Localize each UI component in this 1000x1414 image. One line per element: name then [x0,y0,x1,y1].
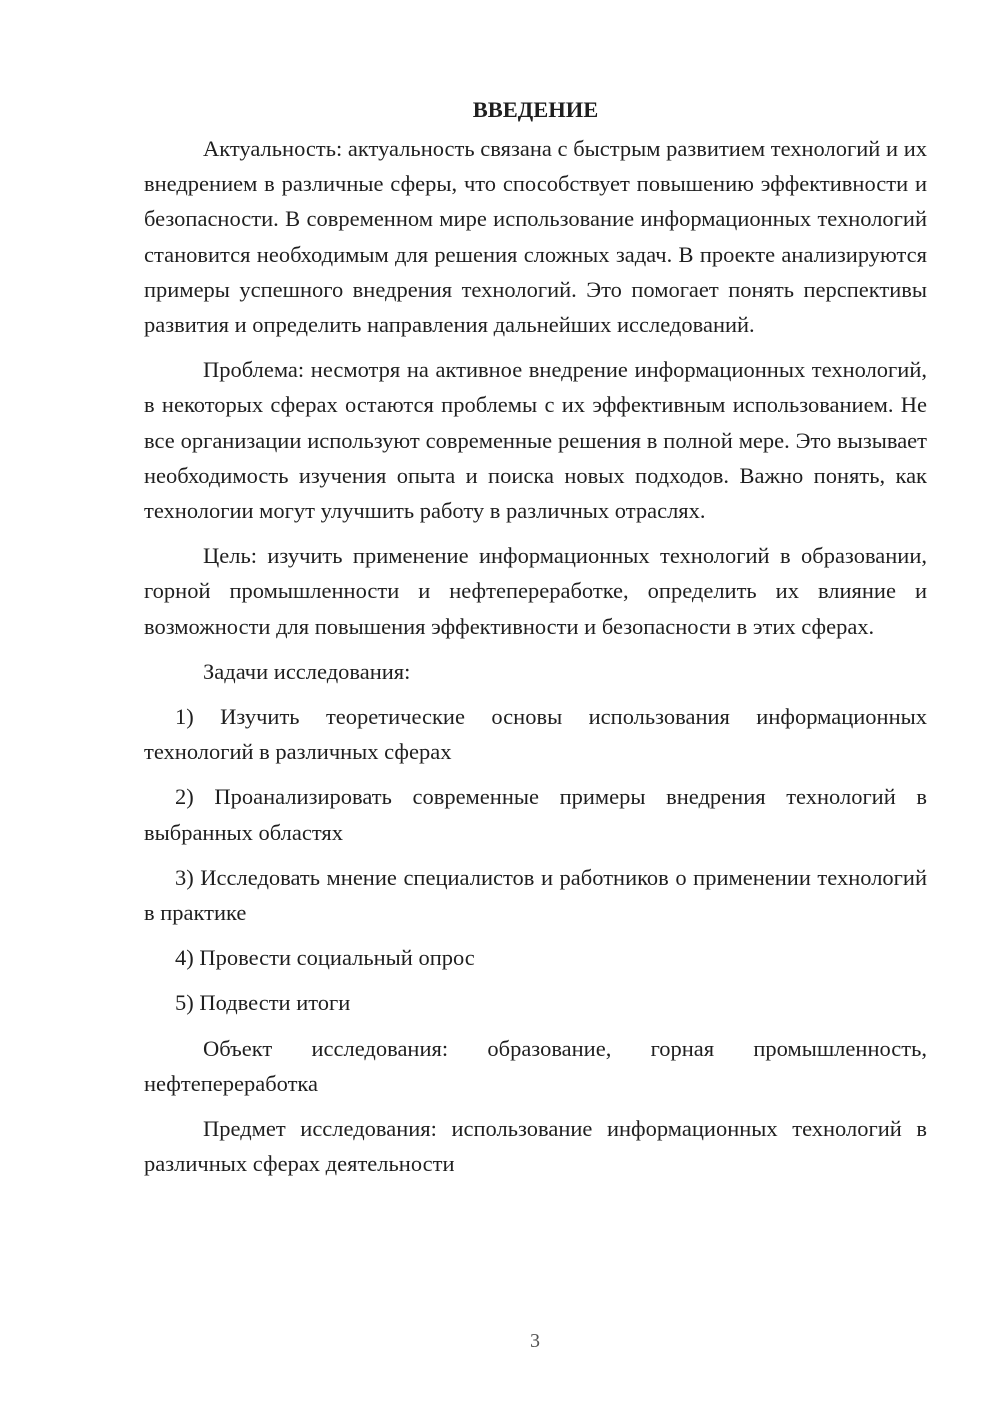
task-item-1: 1) Изучить теоретические основы использования информационных технологий в различных сферах [144,704,927,765]
task-item-5: 5) Подвести итоги [175,990,351,1016]
task-item-2: 2) Проанализировать современные примеры внедрения технологий в выбранных областях [144,784,927,845]
page-number: 3 [530,1330,540,1352]
problem-paragraph: Проблема: несмотря на активное внедрение информационных технологий, в некоторых сферах остаются проблемы с их эффективным использованием. Не все организации используют современные решения в полной мере. Это вызывает необходимость изучения опыта и поиска новых подходов. Важно понять, как технологии могут улучшить работу в различных отраслях. [144,357,927,524]
task-item-3: 3) Исследовать мнение специалистов и работников о применении технологий в практике [144,864,927,926]
page-title: ВВЕДЕНИЕ [472,97,599,122]
research-object: Объект исследования: образование, горная промышленность, нефтепереработка [144,1035,927,1096]
relevance-paragraph: Актуальность: актуальность связана с быстрым развитием технологий и их внедрением в различные сферы, что способствует повышению эффективности и безопасности. В современном мире использование информационных технологий становится необходимым для решения сложных задач. В проекте анализируются примеры успешного внедрения технологий. Это помогает понять перспективы развития и определить направления дальнейших исследований. [144,136,927,338]
tasks-heading: Задачи исследования: [203,658,411,684]
task-item-4: 4) Провести социальный опрос [175,945,475,971]
research-subject: Предмет исследования: использование информационных технологий в различных сферах деятельности [144,1116,927,1177]
document-content [144,92,927,1191]
goal-paragraph: Цель: изучить применение информационных технологий в образовании, горной промышленности и нефтепереработке, определить их влияние и возможности для повышения эффективности и безопасности в этих сферах. [144,543,927,639]
